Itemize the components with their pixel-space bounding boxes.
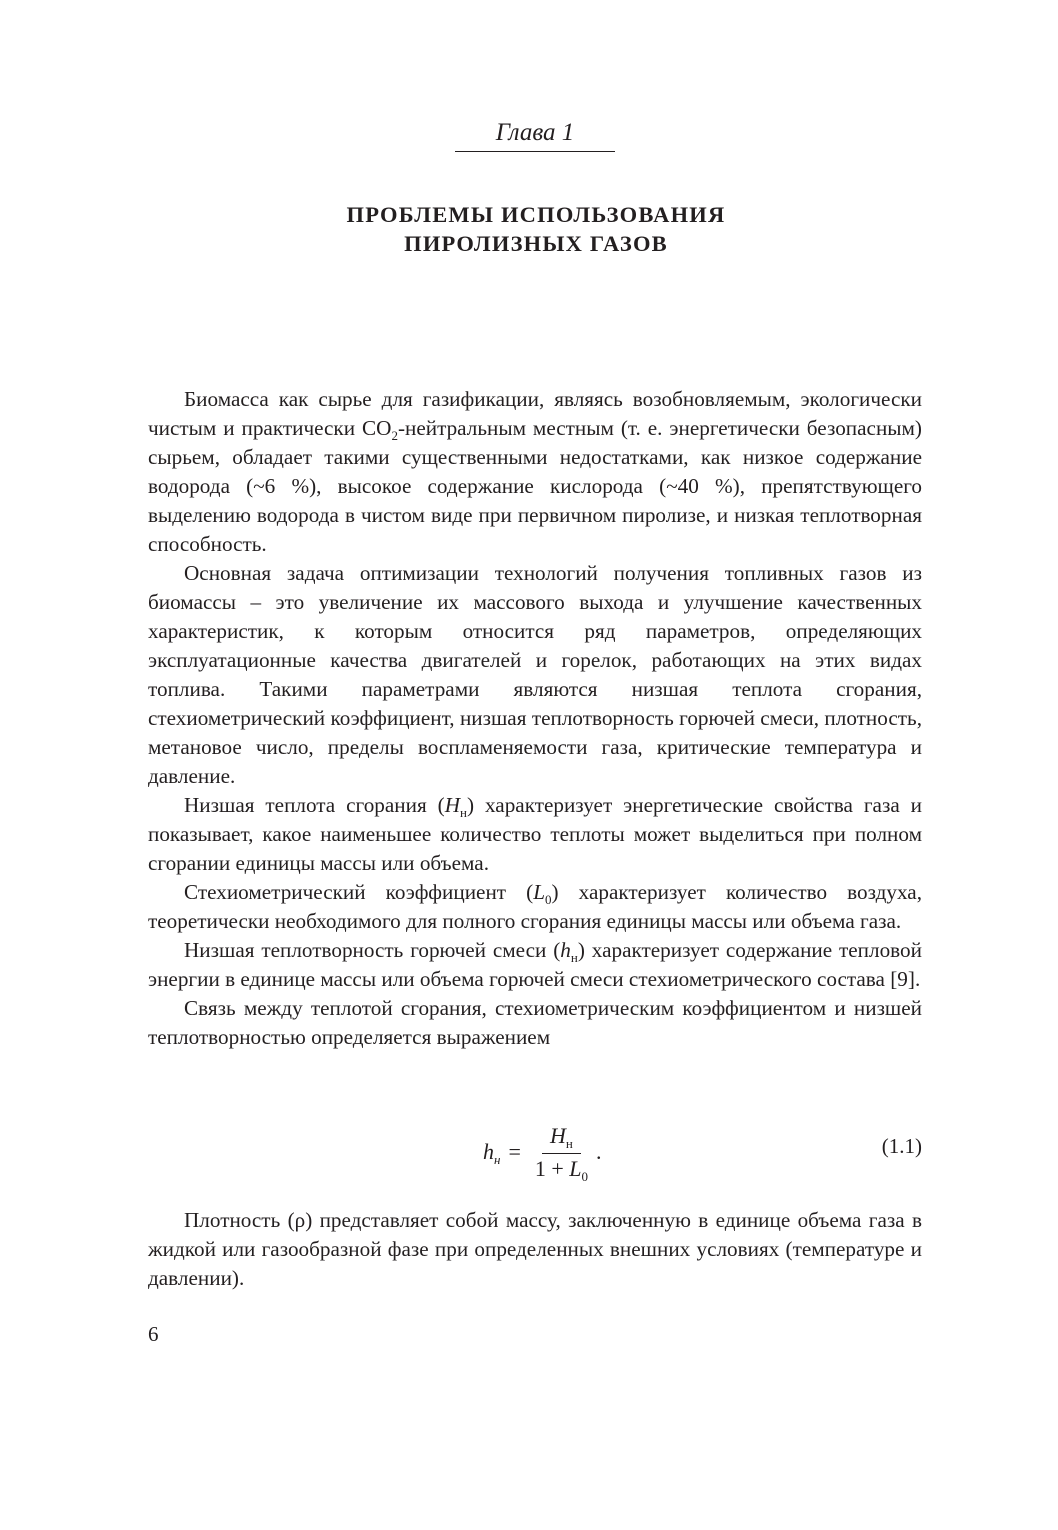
equation-number: (1.1) xyxy=(881,1134,922,1158)
var-h-lower: h xyxy=(560,938,571,962)
fraction-denominator xyxy=(529,1154,594,1182)
equation-period: . xyxy=(596,1139,602,1164)
equation-expression xyxy=(483,1116,602,1188)
numerator-sub: н xyxy=(565,1135,573,1151)
equation-lhs-var: h xyxy=(483,1139,494,1164)
chapter-title-line-1: ПРОБЛЕМЫ ИСПОЛЬЗОВАНИЯ xyxy=(346,202,726,227)
body-text-continued xyxy=(148,1206,922,1293)
paragraph-6: Связь между теплотой сгорания, стехиометрическим коэффициентом и низшей теплотворностью определяется выражением xyxy=(148,996,922,1049)
paragraph-4-text-a: Стехиометрический коэффициент ( xyxy=(184,880,534,904)
denominator-sub: 0 xyxy=(581,1168,589,1184)
paragraph-5-text-a: Низшая теплотворность горючей смеси ( xyxy=(184,938,561,962)
fraction xyxy=(529,1123,594,1182)
var-l-subscript: 0 xyxy=(545,892,552,907)
var-h-upper-subscript: н xyxy=(460,805,467,820)
equation-1-1 xyxy=(148,1116,922,1188)
paragraph-1-text-b: -нейтральным местным (т. е. энергетически безопасным) сырьем, обладает такими существенными недостатками, как низкое содержание водорода (~6 %), высокое содержание кислорода (~40 %), препятствующего выделению водорода в чистом виде при первичном пиролизе, и низкая теплотворная способность. xyxy=(148,416,922,556)
page-number: 6 xyxy=(148,1322,159,1346)
paragraph-2: Основная задача оптимизации технологий получения топливных газов из биомассы – это увеличение их массового выхода и улучшение качественных характеристик, к которым относится ряд параметров, определяющих эксплуатационные качества двигателей и горелок, работающих на этих видах топлива. Такими параметрами являются низшая теплота сгорания, стехиометрический коэффициент, низшая теплотворность горючей смеси, плотность, метановое число, пределы воспламеняемости газа, критические температура и давление. xyxy=(148,561,922,788)
equals-sign: = xyxy=(508,1139,521,1164)
chapter-label: Глава 1 xyxy=(455,118,615,152)
paragraph-7: Плотность (ρ) представляет собой массу, заключенную в единице объема газа в жидкой или газообразной фазе при определенных внешних условиях (температуре и давлении). xyxy=(148,1208,922,1290)
paragraph-4-text-b: ) характеризует количество воздуха, теоретически необходимого для полного сгорания единицы массы или объема газа. xyxy=(148,880,923,933)
paragraph-3 xyxy=(148,791,922,878)
fraction-numerator xyxy=(542,1123,581,1154)
equation-lhs xyxy=(483,1139,500,1165)
denominator-prefix: 1 + xyxy=(534,1155,570,1181)
paragraph-5 xyxy=(148,936,922,994)
var-h-lower-subscript: н xyxy=(570,950,578,965)
paragraph-1-text-a: Биомасса как сырье для газификации, являясь возобновляемым, экологически чистым и практически CO xyxy=(148,387,922,440)
equation-lhs-sub: н xyxy=(494,1152,501,1167)
co2-subscript: 2 xyxy=(391,428,398,443)
paragraph-3-text-a: Низшая теплота сгорания ( xyxy=(184,793,445,817)
paragraph-3-text-b: ) характеризует энергетические свойства газа и показывает, какое наименьшее количество теплоты может выделиться при полном сгорании единицы массы или объема. xyxy=(148,793,922,875)
chapter-title-line-2: ПИРОЛИЗНЫХ ГАЗОВ xyxy=(404,231,668,256)
paragraph-4 xyxy=(148,878,922,936)
paragraph-5-text-b: ) характеризует содержание тепловой энергии в единице массы или объема горючей смеси стехиометрического состава [9]. xyxy=(148,938,922,991)
chapter-title xyxy=(150,200,922,258)
denominator-var: L xyxy=(569,1155,582,1181)
var-l: L xyxy=(533,880,545,904)
body-text xyxy=(148,385,922,1052)
paragraph-1 xyxy=(148,385,922,559)
numerator-var: H xyxy=(550,1122,566,1148)
var-h-upper: H xyxy=(444,793,461,817)
